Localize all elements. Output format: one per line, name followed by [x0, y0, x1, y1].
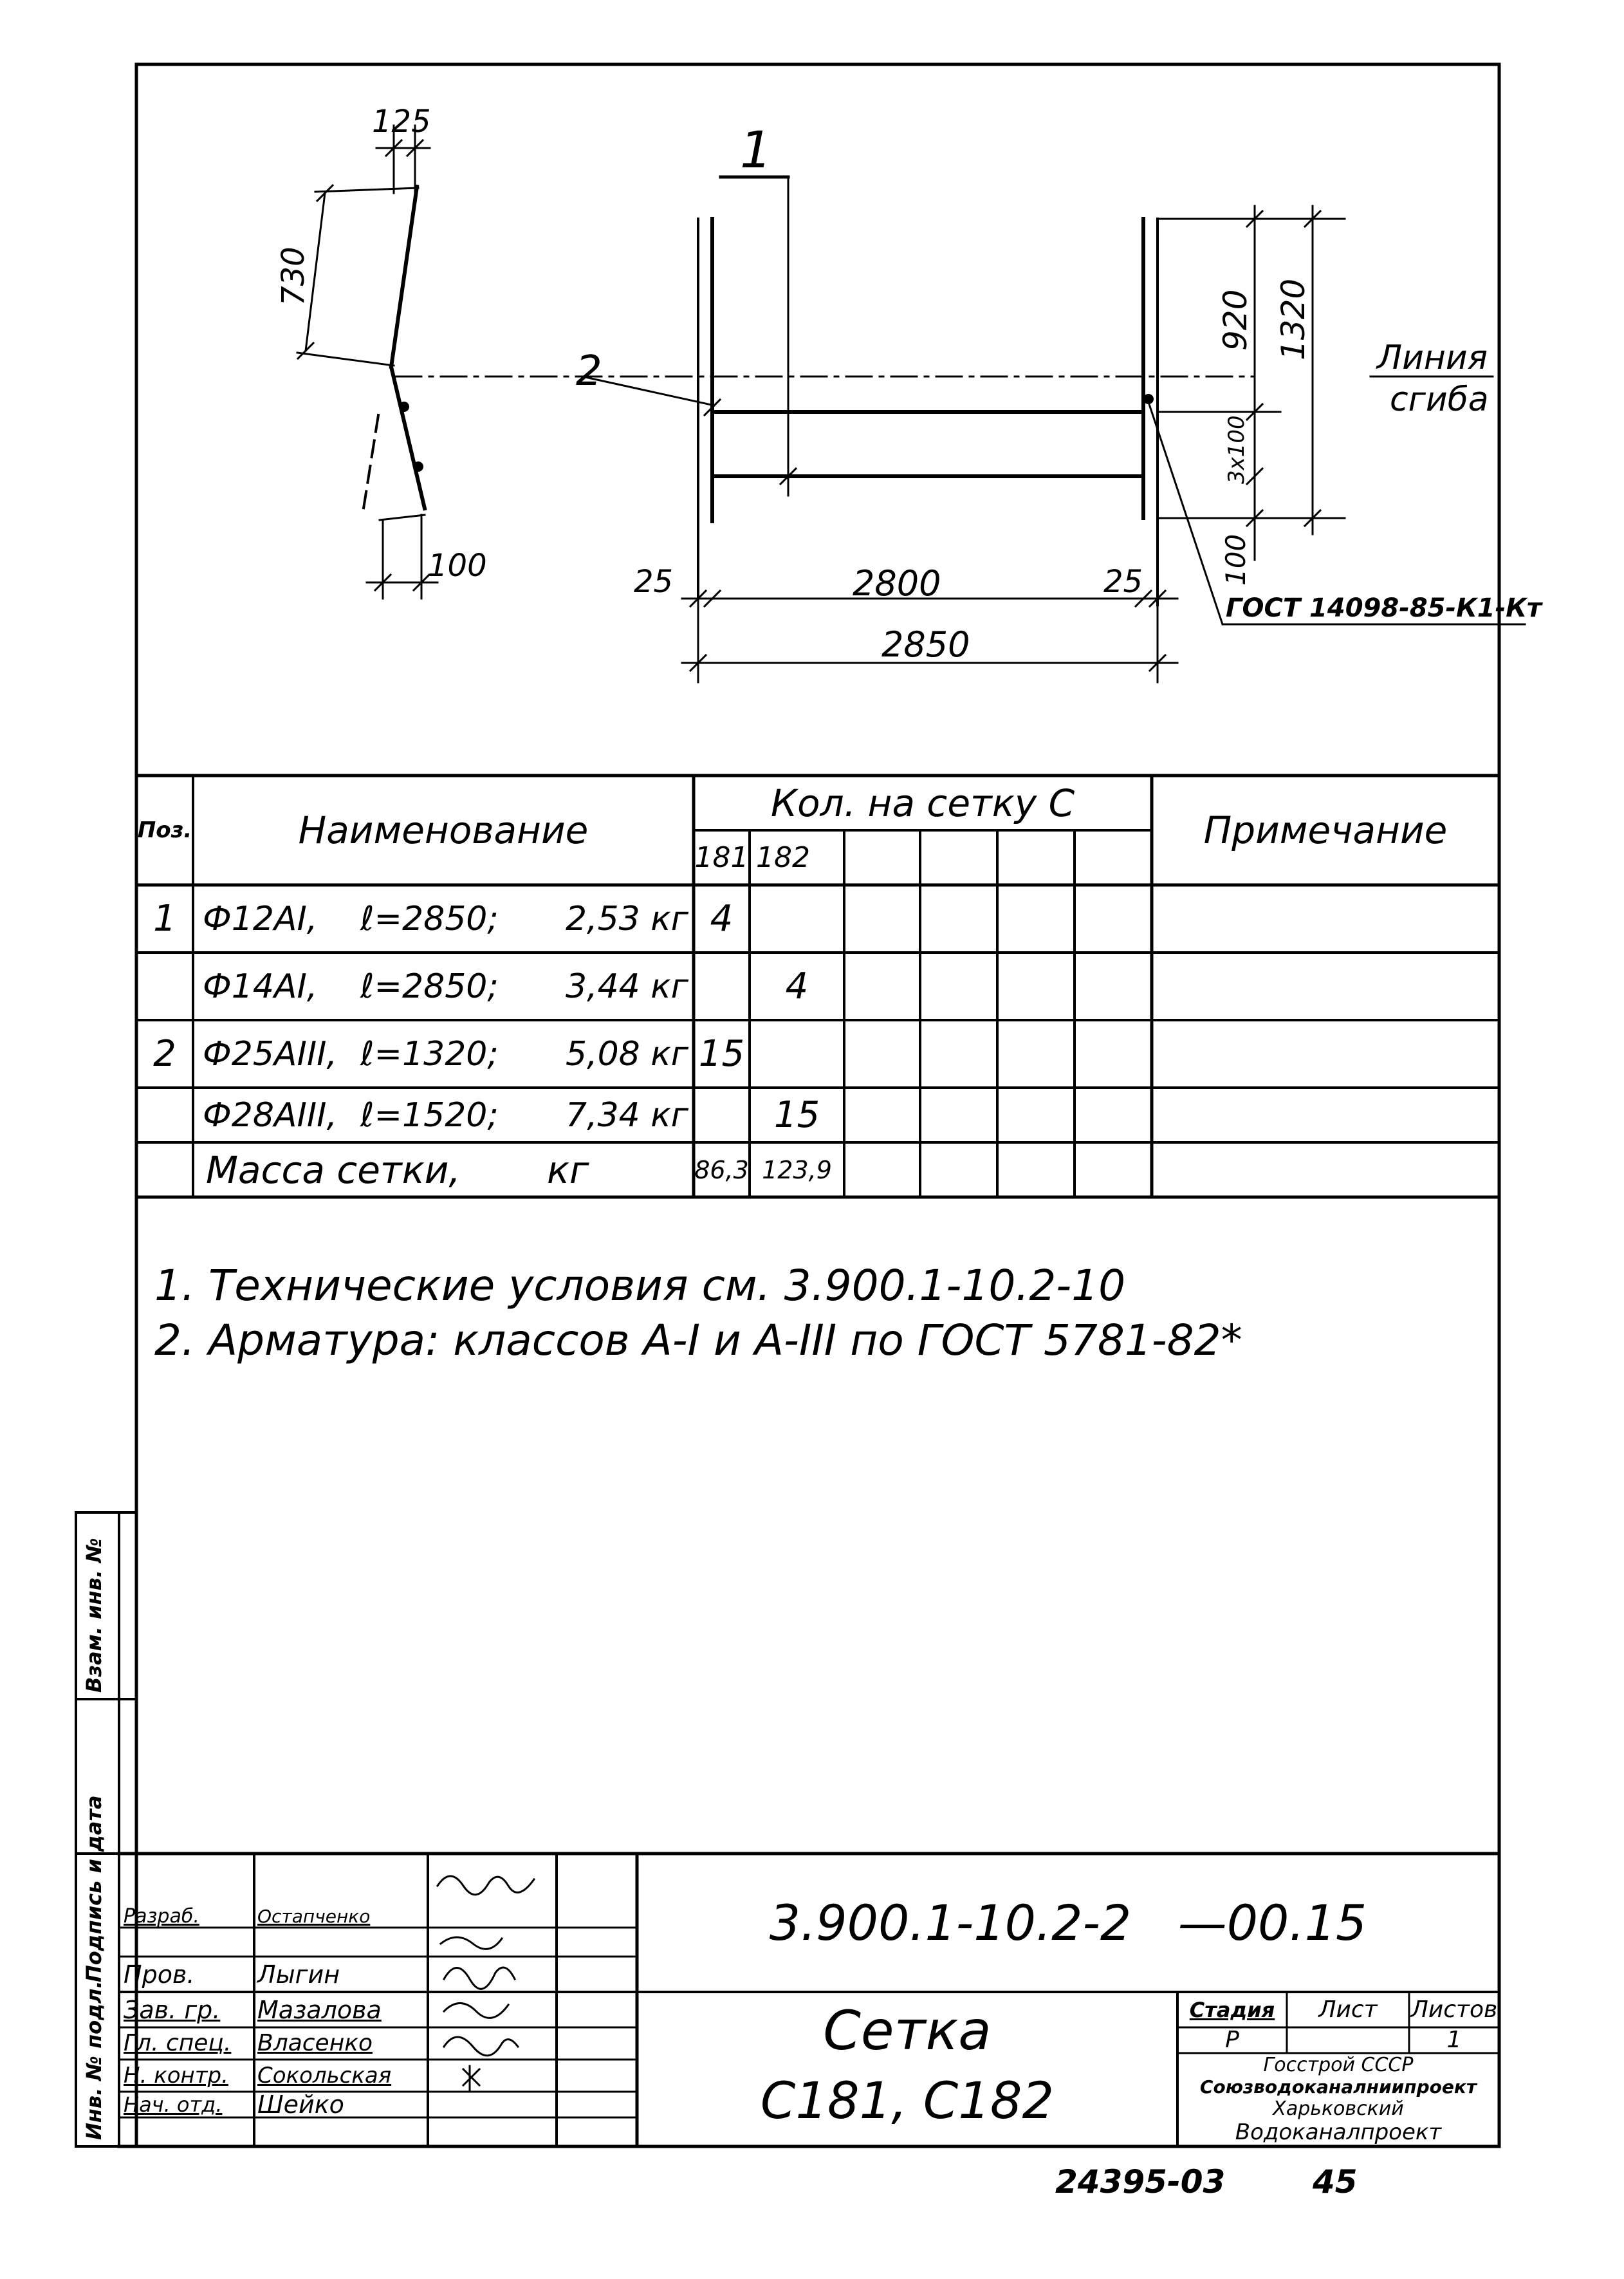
note-1: 1. Технические условия см. 3.900.1-10.2-10	[154, 1261, 1126, 1310]
col-header-182: 182	[756, 841, 810, 874]
drawing-title-line1: Сетка	[823, 1999, 992, 2062]
row3-mass: 5,08 кг	[565, 1034, 688, 1074]
sheet-header: Лист	[1318, 1996, 1378, 2023]
row4-qty-182: 15	[773, 1093, 820, 1136]
org-line-1: Госстрой СССР	[1263, 2054, 1414, 2076]
side-stamp-inv-orig: Инв. № подл.	[82, 1980, 106, 2140]
dim-920-label: 920	[1217, 289, 1254, 351]
total-mass-unit: кг	[547, 1148, 589, 1192]
row4-mass: 7,34 кг	[565, 1095, 688, 1135]
signature-mazalova	[444, 1967, 515, 1989]
org-line-3: Харьковский	[1273, 2098, 1404, 2120]
col-header-name: Наименование	[298, 808, 589, 852]
row4-pos	[136, 1088, 193, 1142]
bar-mark-2-label: 2	[576, 348, 602, 395]
row3-qty-182	[750, 1020, 844, 1088]
page-number: 45	[1313, 2163, 1358, 2200]
row2-length: ℓ=2850;	[360, 967, 499, 1006]
role-chief-spec: Гл. спец.	[124, 2030, 232, 2056]
dim-730-label: 730	[275, 247, 311, 306]
dim-2800-label: 2800	[853, 563, 941, 604]
sheets-header: Листов	[1410, 1996, 1498, 2023]
signature-ostapchenko	[438, 1876, 534, 1895]
side-stamp-replace-inv: Взам. инв. №	[82, 1538, 106, 1693]
dim-25-right-label: 25	[1103, 564, 1143, 600]
row3-length: ℓ=1320;	[360, 1034, 499, 1074]
total-mass-label: Масса сетки,	[206, 1148, 461, 1192]
name-group-head: Мазалова	[257, 1995, 382, 2024]
row4-qty-181	[694, 1088, 750, 1142]
signature-sheyko	[463, 2066, 479, 2092]
dim-1320-label: 1320	[1275, 278, 1312, 360]
row3-qty-181: 15	[698, 1032, 745, 1075]
signature-lygin	[441, 1937, 502, 1949]
dim-25-left-label: 25	[634, 564, 674, 600]
row4-length: ℓ=1520;	[360, 1095, 499, 1135]
name-norm-control: Сокольская	[257, 2063, 392, 2088]
row3-pos: 2	[153, 1032, 176, 1075]
weld-spec-label: ГОСТ 14098-85-К1-Кт	[1226, 593, 1542, 623]
name-chief-spec: Власенко	[257, 2030, 373, 2056]
note-2: 2. Арматура: классов А-I и А-III по ГОСТ 5781-82*	[154, 1316, 1242, 1365]
role-dept-head: Нач. отд.	[124, 2092, 223, 2117]
col-header-pos: Поз.	[137, 817, 192, 843]
col-header-qty: Кол. на сетку С	[770, 781, 1075, 825]
dim-2850-label: 2850	[881, 624, 970, 665]
signature-sokolskaya	[444, 2037, 518, 2056]
dim-125-label: 125	[372, 104, 431, 140]
dim-100-side-label: 100	[428, 548, 487, 584]
col-header-note: Примечание	[1203, 808, 1448, 852]
name-dept-head: Шейко	[257, 2090, 344, 2119]
dim-100-front-label: 100	[1220, 534, 1251, 586]
signature-vlasenko	[444, 2004, 508, 2018]
row1-mass: 2,53 кг	[565, 899, 688, 938]
row4-bar: Ф28АIII,	[203, 1095, 338, 1135]
role-developer: Разраб.	[124, 1904, 199, 1928]
side-stamp-sign-date: Подпись и дата	[82, 1795, 106, 1982]
row2-qty-182: 4	[785, 965, 809, 1007]
row2-bar: Ф14АI,	[203, 967, 318, 1006]
org-line-2: Союзводоканалниипроект	[1199, 2076, 1477, 2098]
dim-3x100-label: 3x100	[1224, 415, 1250, 484]
name-developer: Остапченко	[257, 1905, 371, 1927]
name-checker: Лыгин	[257, 1960, 340, 1989]
role-checker: Пров.	[124, 1960, 195, 1989]
stage-value: Р	[1225, 2027, 1239, 2053]
sheet-value	[1287, 2027, 1409, 2053]
total-mass-182: 123,9	[762, 1155, 832, 1184]
stage-header: Стадия	[1189, 1997, 1275, 2022]
row3-bar: Ф25АIII,	[203, 1034, 338, 1074]
role-group-head: Зав. гр.	[124, 1995, 221, 2024]
row1-length: ℓ=2850;	[360, 899, 499, 938]
row1-qty-182	[750, 885, 844, 953]
bend-line-label-1: Линия	[1377, 339, 1488, 377]
total-mass-181: 86,3	[694, 1155, 749, 1184]
archive-code: 24395-03	[1055, 2163, 1226, 2200]
col-header-181: 181	[694, 841, 749, 874]
row2-pos	[136, 953, 193, 1020]
bend-line-label-2: сгиба	[1390, 380, 1489, 419]
role-norm-control: Н. контр.	[124, 2063, 228, 2088]
row1-pos: 1	[153, 897, 176, 940]
drawing-designation: 3.900.1-10.2-2 —00.15	[769, 1893, 1367, 1951]
row2-mass: 3,44 кг	[565, 967, 688, 1006]
section-mark-label: 1	[740, 122, 772, 180]
sheets-value: 1	[1446, 2027, 1462, 2053]
drawing-title-line2: С181, С182	[760, 2072, 1055, 2130]
row2-qty-181	[694, 953, 750, 1020]
row1-bar: Ф12АI,	[203, 899, 318, 938]
row1-qty-181: 4	[710, 897, 734, 940]
org-line-4: Водоканалпроект	[1235, 2119, 1442, 2145]
